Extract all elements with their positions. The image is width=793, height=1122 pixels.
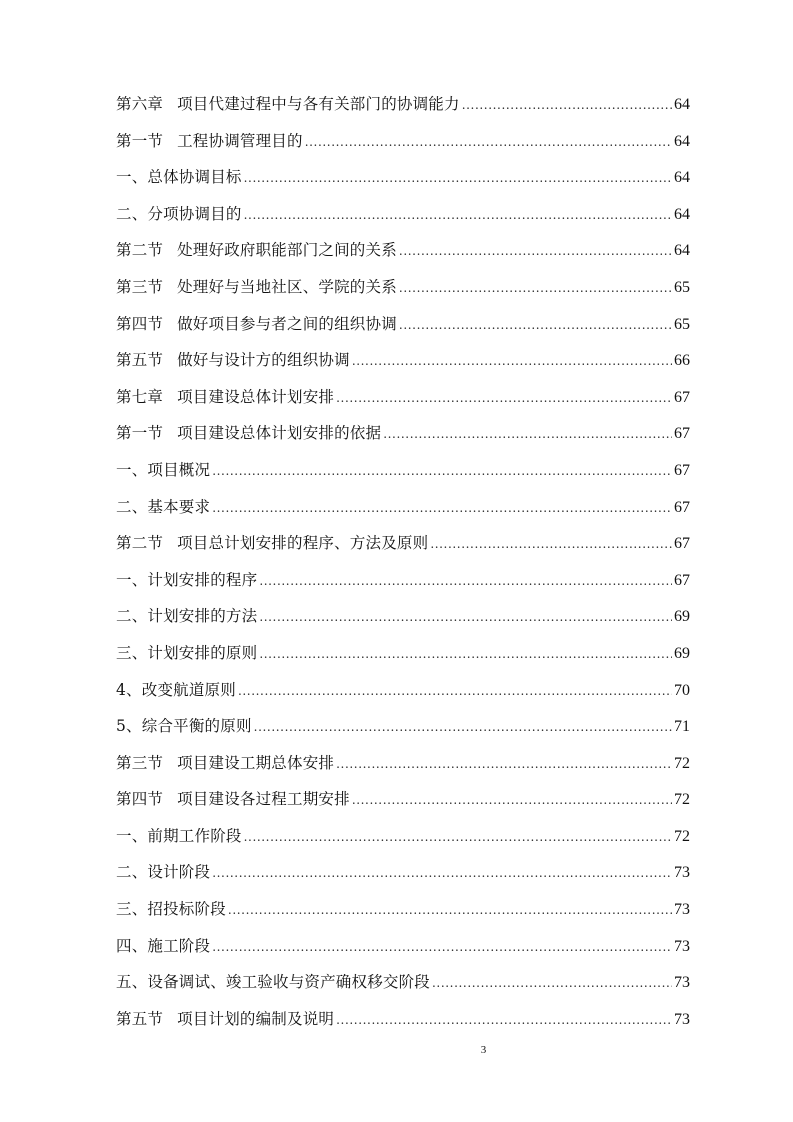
- toc-entry-title: [116, 196, 242, 233]
- dot-leader: [244, 819, 672, 856]
- toc-entry[interactable]: [116, 854, 690, 891]
- toc-entry-text: 项目建设总体计划安排: [177, 387, 335, 406]
- toc-entry-text: 二、分项协调目的: [116, 204, 242, 223]
- toc-entry-label: 第二节: [116, 241, 164, 260]
- toc-entry-title: [116, 672, 236, 709]
- toc-entry[interactable]: [116, 928, 690, 965]
- dot-leader: [336, 380, 672, 417]
- toc-entry-text: 4、改变航道原则: [116, 680, 236, 699]
- toc-entry-title: [116, 86, 460, 123]
- toc-entry[interactable]: [116, 818, 690, 855]
- toc-entry[interactable]: [116, 745, 690, 782]
- toc-entry-text: 一、计划安排的程序: [116, 570, 258, 589]
- toc-entry[interactable]: [116, 708, 690, 745]
- toc-page-number: 64: [674, 205, 690, 223]
- toc-entry-text: 三、计划安排的原则: [116, 643, 258, 662]
- toc-entry-text: 三、招投标阶段: [116, 900, 226, 919]
- toc-entry[interactable]: [116, 562, 690, 599]
- toc-page-number: 64: [674, 169, 690, 187]
- toc-entry-title: [116, 562, 257, 599]
- toc-page-number: 72: [674, 754, 690, 772]
- dot-leader: [244, 160, 672, 197]
- toc-entry-text: 处理好政府职能部门之间的关系: [177, 241, 397, 260]
- toc-page-number: 69: [674, 644, 690, 662]
- dot-leader: [228, 892, 672, 929]
- toc-entry[interactable]: [116, 123, 690, 160]
- toc-entry[interactable]: [116, 86, 690, 123]
- toc-entry-label: 第五节: [116, 1009, 164, 1028]
- toc-entry[interactable]: [116, 159, 690, 196]
- toc-entry[interactable]: [116, 232, 690, 269]
- toc-page-number: 67: [674, 461, 690, 479]
- toc-entry-title: [116, 525, 428, 562]
- toc-entry-title: [116, 964, 430, 1001]
- toc-entry[interactable]: [116, 672, 690, 709]
- toc-page-number: 64: [674, 96, 690, 113]
- toc-entry-title: [116, 159, 242, 196]
- toc-page-number: 73: [674, 864, 690, 882]
- dot-leader: [305, 124, 672, 161]
- toc-entry[interactable]: [116, 306, 690, 343]
- toc-entry-label: 第四节: [116, 790, 164, 809]
- toc-entry-title: [116, 598, 257, 635]
- dot-leader: [336, 1002, 672, 1039]
- dot-leader: [212, 929, 672, 966]
- toc-entry-text: 二、计划安排的方法: [116, 607, 258, 626]
- toc-entry-title: [116, 342, 350, 379]
- toc-page-number: 73: [674, 1010, 690, 1028]
- toc-entry[interactable]: [116, 415, 690, 452]
- toc-entry-title: [116, 818, 242, 855]
- toc-entry-label: 第五节: [116, 351, 164, 370]
- toc-page-number: 73: [674, 974, 690, 992]
- toc-page-number: 67: [674, 388, 690, 406]
- toc-page-number: 70: [674, 681, 690, 699]
- toc-page-number: 67: [674, 535, 690, 553]
- toc-entry[interactable]: [116, 452, 690, 489]
- dot-leader: [259, 636, 672, 673]
- toc-entry-label: 第六章: [116, 95, 164, 113]
- dot-leader: [399, 233, 672, 270]
- toc-entry-text: 项目建设工期总体安排: [177, 753, 335, 772]
- dot-leader: [462, 87, 672, 124]
- toc-page-number: 64: [674, 132, 690, 150]
- toc-page-number: 65: [674, 278, 690, 296]
- dot-leader: [254, 709, 672, 746]
- page-number: 3: [480, 1044, 487, 1056]
- toc-entry[interactable]: [116, 269, 690, 306]
- toc-entry-title: [116, 635, 257, 672]
- dot-leader: [432, 965, 672, 1002]
- toc-entry[interactable]: [116, 598, 690, 635]
- toc-entry-text: 项目建设各过程工期安排: [177, 790, 350, 809]
- toc-entry[interactable]: [116, 525, 690, 562]
- toc-entry-title: [116, 854, 210, 891]
- toc-entry-title: [116, 745, 334, 782]
- toc-entry-title: [116, 232, 397, 269]
- toc-page-number: 69: [674, 608, 690, 626]
- toc-entry-title: [116, 452, 210, 489]
- toc-entry-text: 做好与设计方的组织协调: [177, 351, 350, 370]
- toc-entry-text: 工程协调管理目的: [177, 131, 303, 150]
- dot-leader: [399, 270, 672, 307]
- toc-entry-title: [116, 269, 397, 306]
- toc-entry-title: [116, 489, 210, 526]
- toc-entry-title: [116, 379, 334, 416]
- toc-entry-title: [116, 415, 381, 452]
- toc-entry-label: 第三节: [116, 277, 164, 296]
- dot-leader: [430, 526, 672, 563]
- toc-page-number: 73: [674, 901, 690, 919]
- toc-page-number: 72: [674, 827, 690, 845]
- table-of-contents: [116, 86, 690, 1037]
- toc-page-number: 67: [674, 571, 690, 589]
- toc-entry-title: [116, 928, 210, 965]
- toc-entry-title: [116, 891, 226, 928]
- toc-page-number: 73: [674, 937, 690, 955]
- toc-entry-text: 处理好与当地社区、学院的关系: [177, 277, 397, 296]
- toc-entry[interactable]: [116, 635, 690, 672]
- toc-entry-title: [116, 708, 252, 745]
- dot-leader: [352, 343, 672, 380]
- toc-page-number: 67: [674, 425, 690, 443]
- dot-leader: [212, 490, 672, 527]
- toc-entry-label: 第一节: [116, 131, 164, 150]
- toc-entry-label: 第二节: [116, 534, 164, 553]
- toc-page-number: 64: [674, 242, 690, 260]
- toc-entry-text: 5、综合平衡的原则: [116, 717, 252, 736]
- toc-entry-text: 做好项目参与者之间的组织协调: [177, 314, 397, 333]
- toc-entry[interactable]: [116, 196, 690, 233]
- dot-leader: [336, 746, 672, 783]
- dot-leader: [212, 855, 672, 892]
- toc-entry-text: 二、设计阶段: [116, 863, 211, 882]
- toc-entry-label: 第一节: [116, 424, 164, 443]
- toc-entry-text: 一、总体协调目标: [116, 168, 242, 187]
- toc-entry-title: [116, 781, 350, 818]
- toc-entry[interactable]: [116, 379, 690, 416]
- toc-entry-text: 二、基本要求: [116, 497, 211, 516]
- dot-leader: [399, 307, 672, 344]
- toc-entry-text: 一、项目概况: [116, 460, 211, 479]
- toc-entry-text: 项目总计划安排的程序、方法及原则: [177, 534, 429, 553]
- toc-entry-text: 项目计划的编制及说明: [177, 1009, 335, 1028]
- toc-page-number: 71: [674, 718, 690, 736]
- toc-entry-title: [116, 1001, 334, 1038]
- toc-entry-title: [116, 306, 397, 343]
- toc-entry-title: [116, 123, 303, 160]
- dot-leader: [259, 599, 672, 636]
- dot-leader: [244, 197, 672, 234]
- toc-entry-text: 项目代建过程中与各有关部门的协调能力: [177, 95, 460, 113]
- toc-entry[interactable]: [116, 781, 690, 818]
- toc-page-number: 67: [674, 498, 690, 516]
- toc-page-number: 65: [674, 315, 690, 333]
- dot-leader: [352, 782, 672, 819]
- toc-entry[interactable]: [116, 342, 690, 379]
- toc-entry-text: 一、前期工作阶段: [116, 826, 242, 845]
- toc-page-number: 72: [674, 791, 690, 809]
- dot-leader: [238, 673, 672, 710]
- dot-leader: [383, 416, 672, 453]
- toc-entry-label: 第四节: [116, 314, 164, 333]
- toc-entry-text: 四、施工阶段: [116, 936, 211, 955]
- toc-entry-label: 第三节: [116, 753, 164, 772]
- toc-entry-text: 项目建设总体计划安排的依据: [177, 424, 382, 443]
- toc-entry[interactable]: [116, 964, 690, 1001]
- toc-entry[interactable]: [116, 1001, 690, 1038]
- toc-entry[interactable]: [116, 891, 690, 928]
- toc-entry-text: 五、设备调试、竣工验收与资产确权移交阶段: [116, 973, 431, 992]
- toc-entry-label: 第七章: [116, 387, 164, 406]
- dot-leader: [259, 563, 672, 600]
- dot-leader: [212, 453, 672, 490]
- toc-entry[interactable]: [116, 489, 690, 526]
- toc-page-number: 66: [674, 352, 690, 370]
